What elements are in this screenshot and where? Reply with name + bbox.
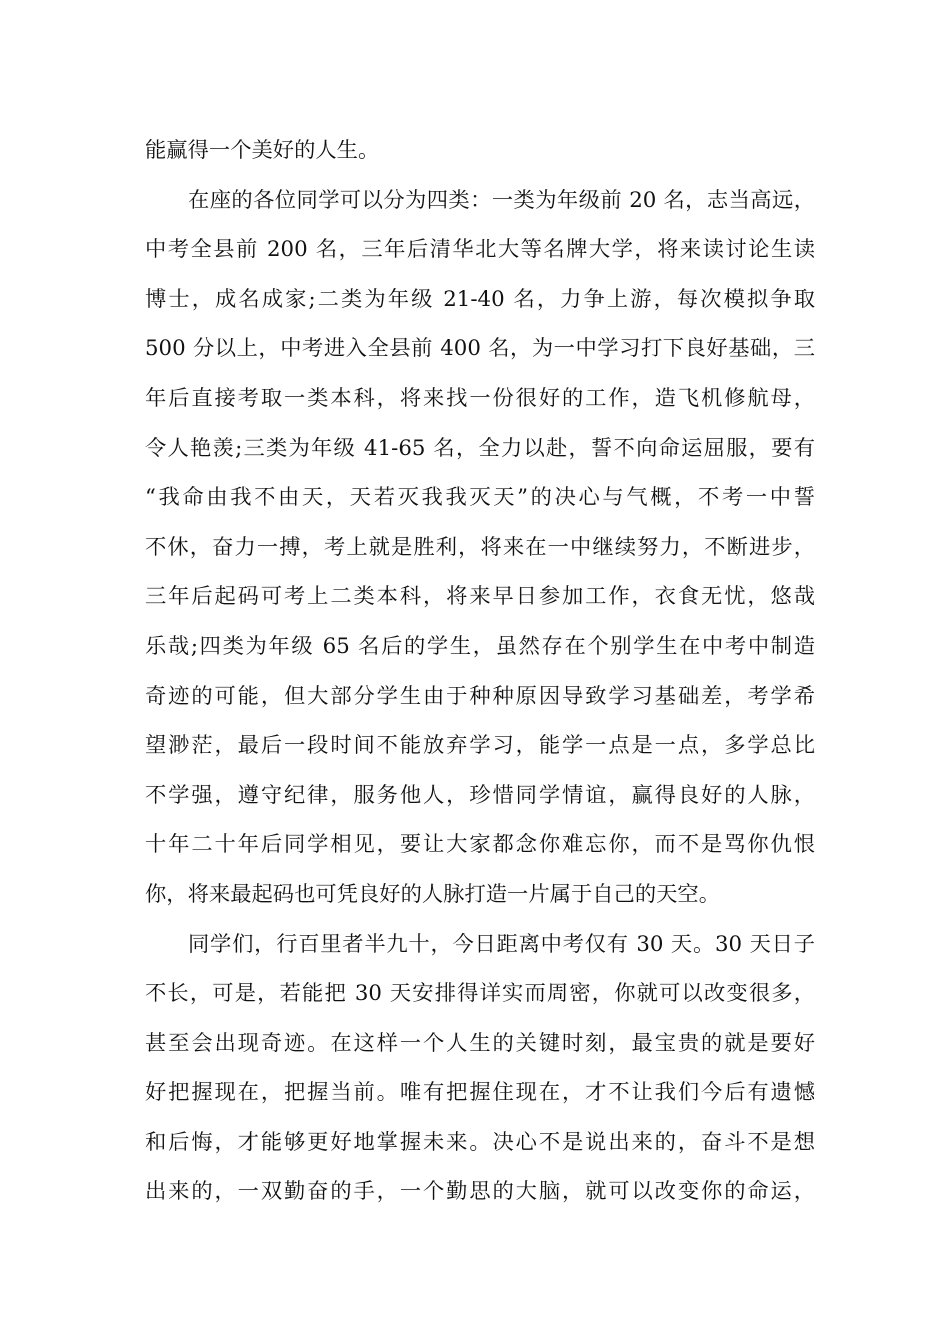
text-line: 令人艳羡;三类为年级 41-65 名，全力以赴，誓不向命运屈服，要有 [145,435,815,461]
text-line: 望渺茫，最后一段时间不能放弃学习，能学一点是一点，多学总比 [145,733,815,759]
text-line: 你，将来最起码也可凭良好的人脉打造一片属于自己的天空。 [145,881,721,907]
text-line: 博士，成名成家;二类为年级 21-40 名，力争上游，每次模拟争取 [145,286,815,312]
text-line: 在座的各位同学可以分为四类：一类为年级前 20 名，志当高远， [188,187,815,213]
text-line: 不学强，遵守纪律，服务他人，珍惜同学情谊，赢得良好的人脉， [145,782,815,808]
text-line: 奇迹的可能，但大部分学生由于种种原因导致学习基础差，考学希 [145,683,815,709]
text-line: 500 分以上，中考进入全县前 400 名，为一中学习打下良好基础，三 [145,336,815,362]
text-line: 和后悔，才能够更好地掌握未来。决心不是说出来的，奋斗不是想 [145,1129,815,1155]
text-line: 年后直接考取一类本科，将来找一份很好的工作，造飞机修航母， [145,385,815,411]
text-line: 同学们，行百里者半九十，今日距离中考仅有 30 天。30 天日子 [188,931,815,957]
text-line: “我命由我不由天，天若灭我我灭天”的决心与气概，不考一中誓 [145,485,815,511]
text-line: 出来的，一双勤奋的手，一个勤思的大脑，就可以改变你的命运， [145,1179,815,1205]
text-line: 不休，奋力一搏，考上就是胜利，将来在一中继续努力，不断进步， [145,534,815,560]
text-line: 十年二十年后同学相见，要让大家都念你难忘你，而不是骂你仇恨 [145,832,815,858]
text-line: 三年后起码可考上二类本科，将来早日参加工作，衣食无忧，悠哉 [145,584,815,610]
text-line: 不长，可是，若能把 30 天安排得详实而周密，你就可以改变很多， [145,981,815,1007]
document-body [145,126,815,1217]
text-line: 能赢得一个美好的人生。 [145,138,380,163]
text-line: 中考全县前 200 名，三年后清华北大等名牌大学，将来读讨论生读 [145,237,815,263]
text-line: 乐哉;四类为年级 65 名后的学生，虽然存在个别学生在中考中制造 [145,633,815,659]
text-line: 甚至会出现奇迹。在这样一个人生的关键时刻，最宝贵的就是要好 [145,1030,815,1056]
text-line: 好把握现在，把握当前。唯有把握住现在，才不让我们今后有遗憾 [145,1080,815,1106]
